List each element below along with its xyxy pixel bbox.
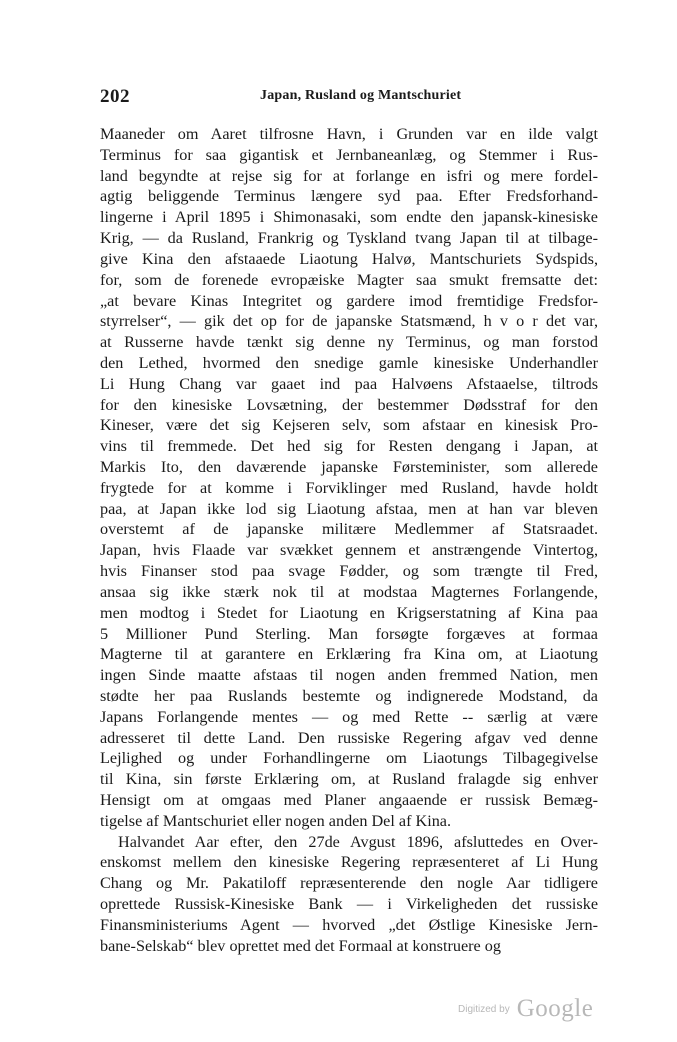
text-line: Kineser, være det sig Kejseren selv, som afstaar en kinesisk Pro-: [100, 416, 598, 435]
text-line: Halvandet Aar efter, den 27de Avgust 1896, afsluttedes en Over-: [118, 832, 598, 851]
text-line: vins til fremmede. Det hed sig for Resten dengang i Japan, at: [100, 437, 598, 456]
text-line: men modtog i Stedet for Liaotung en Krigserstatning af Kina paa: [100, 603, 598, 622]
text-line: ansaa sig ikke stærk nok til at modstaa Magternes Forlangende,: [100, 582, 598, 601]
text-line: „at bevare Kinas Integritet og gardere imod fremtidige Fredsfor-: [100, 291, 598, 310]
text-line: ingen Sinde maatte afstaas til nogen anden fremmed Nation, men: [100, 666, 598, 685]
text-line: for, som de forenede evropæiske Magter saa smukt fremsatte det:: [100, 270, 598, 289]
text-line: adresseret til dette Land. Den russiske Regering afgav ved denne: [100, 728, 598, 747]
page-header: [100, 86, 598, 110]
text-line: enskomst mellem den kinesiske Regering repræsenteret af Li Hung: [100, 853, 598, 872]
text-line: agtig beliggende Terminus længere syd paa. Efter Fredsforhand-: [100, 187, 598, 206]
text-line: hvis Finanser stod paa svage Fødder, og som trængte til Fred,: [100, 562, 598, 581]
body-text: [100, 124, 598, 957]
text-line: at Russerne havde tænkt sig denne ny Terminus, og man forstod: [100, 333, 598, 352]
text-line: styrrelser“, — gik det op for de japanske Statsmænd, h v o r det var,: [100, 312, 598, 331]
text-line: Krig, — da Rusland, Frankrig og Tyskland tvang Japan til at tilbage-: [100, 229, 598, 248]
text-line: Terminus for saa gigantisk et Jernbaneanlæg, og Stemmer i Rus-: [100, 145, 598, 164]
text-line: land begyndte at rejse sig for at forlange en isfri og mere fordel-: [100, 166, 598, 185]
page-number: 202: [100, 86, 130, 107]
running-title: Japan, Rusland og Mantschuriet: [260, 88, 462, 103]
google-logo: Google: [516, 995, 594, 1022]
text-line: Japan, hvis Flaade var svækket gennem et anstrængende Vintertog,: [100, 541, 598, 560]
text-line: den Lethed, hvormed den snedige gamle kinesiske Underhandler: [100, 353, 598, 372]
text-line: for den kinesiske Lovsætning, der bestemmer Dødsstraf for den: [100, 395, 598, 414]
text-line: Maaneder om Aaret tilfrosne Havn, i Grunden var en ilde valgt: [100, 125, 598, 143]
text-line: lingerne i April 1895 i Shimonasaki, som endte den japansk-kinesiske: [100, 208, 598, 227]
text-line: 5 Millioner Pund Sterling. Man forsøgte forgæves at formaa: [100, 624, 598, 643]
text-line: overstemt af de japanske militære Medlemmer af Statsraadet.: [100, 520, 598, 539]
text-line: oprettede Russisk-Kinesiske Bank — i Virkeligheden det russiske: [100, 895, 598, 914]
text-line: Japans Forlangende mentes — og med Rette -- særlig at være: [100, 707, 598, 726]
text-line: Li Hung Chang var gaaet ind paa Halvøens Afstaaelse, tiltrods: [100, 374, 598, 393]
text-line: tigelse af Mantschuriet eller nogen anden Del af Kina.: [100, 811, 452, 830]
watermark-prefix: Digitized by: [458, 1004, 510, 1015]
digitized-watermark: [458, 995, 593, 1027]
text-line: give Kina den afstaaede Liaotung Halvø, Mantschuriets Sydspids,: [100, 249, 598, 268]
text-line: stødte her paa Ruslands bestemte og indignerede Modstand, da: [100, 686, 598, 705]
text-line: bane-Selskab“ blev oprettet med det Formaal at konstruere og: [100, 936, 501, 955]
text-line: Lejlighed og under Forhandlingerne om Liaotungs Tilbagegivelse: [100, 749, 598, 768]
text-line: Hensigt om at omgaas med Planer angaaende er russisk Bemæg-: [100, 791, 598, 809]
text-line: paa, at Japan ikke lod sig Liaotung afstaa, men at han var bleven: [100, 499, 598, 518]
text-line: Finansministeriums Agent — hvorved „det Østlige Kinesiske Jern-: [100, 915, 598, 934]
text-line: Chang og Mr. Pakatiloff repræsenterende den nogle Aar tidligere: [100, 874, 598, 893]
text-line: Magterne til at garantere en Erklæring fra Kina om, at Liaotung: [100, 645, 598, 664]
text-line: frygtede for at komme i Forviklinger med Rusland, havde holdt: [100, 478, 598, 497]
text-line: til Kina, sin første Erklæring om, at Rusland fralagde sig enhver: [100, 770, 598, 789]
text-line: Markis Ito, den daværende japanske Førsteminister, som allerede: [100, 458, 598, 476]
